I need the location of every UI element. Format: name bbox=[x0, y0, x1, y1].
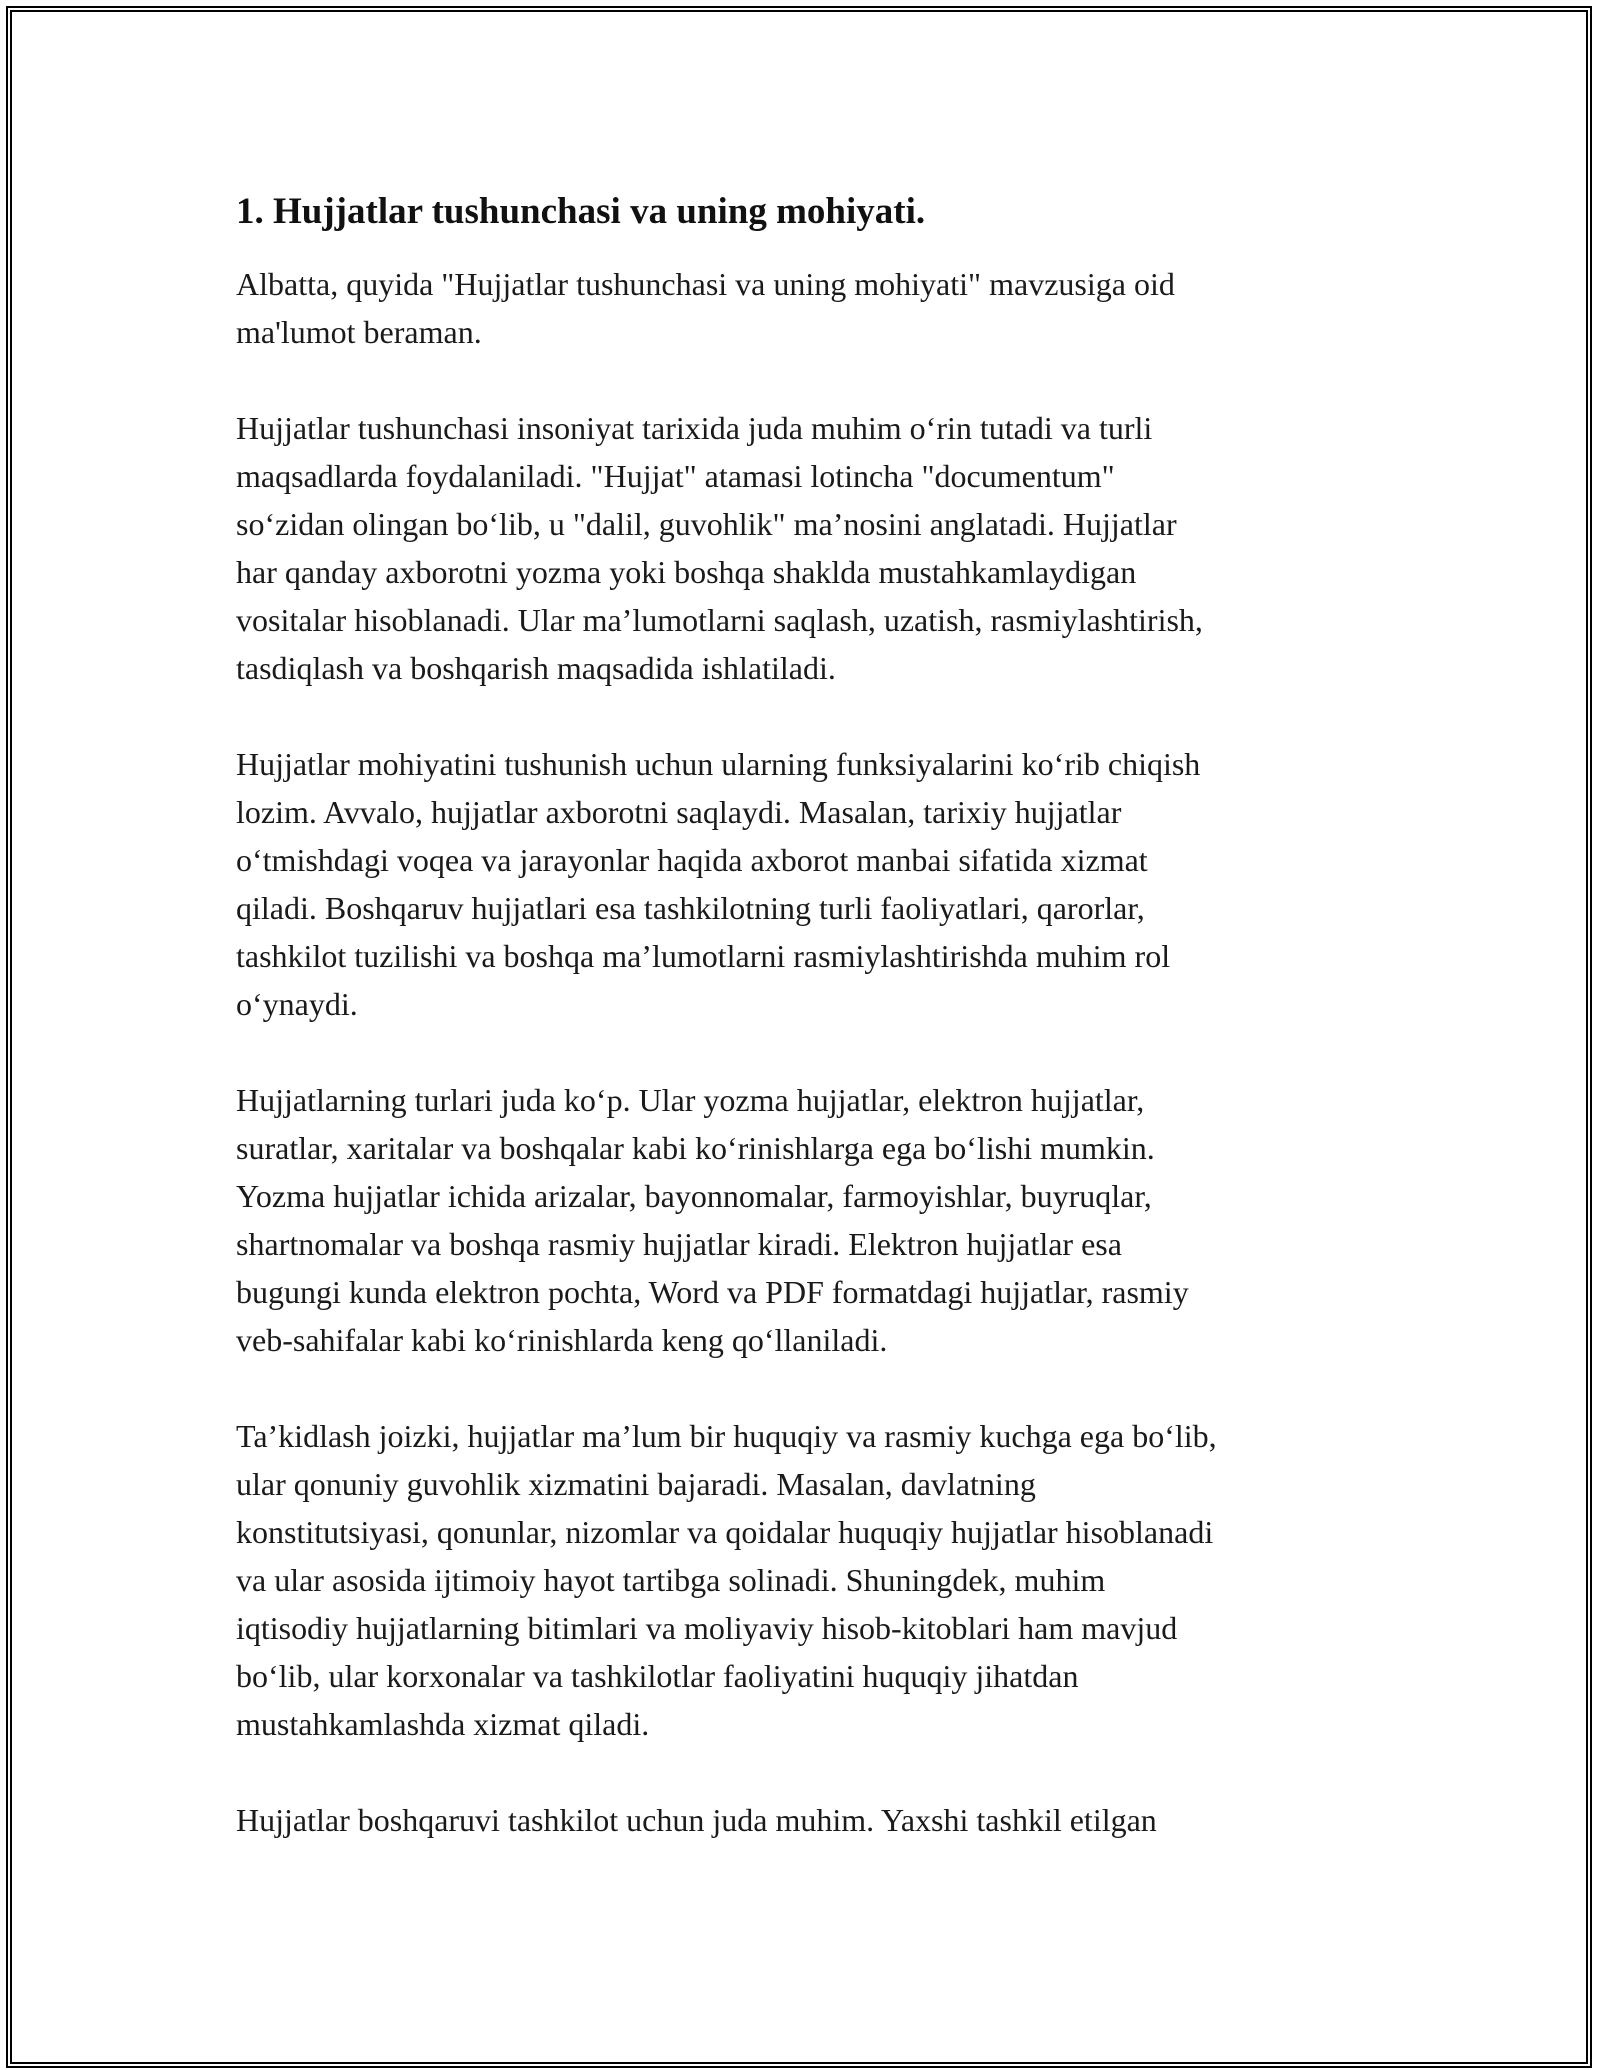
document-body bbox=[236, 188, 1376, 1892]
document-title: 1. Hujjatlar tushunchasi va uning mohiyati. bbox=[236, 191, 926, 232]
paragraph-types: Hujjatlarning turlari juda ko‘p. Ular yozma hujjatlar, elektron hujjatlar, suratlar, xaritalar va boshqalar kabi ko‘rinishlarga ega bo‘lishi mumkin. Yozma hujjatlar ichida arizalar, bayonnomalar, farmoyishlar, buyruqlar, shartnomalar va boshqa rasmiy hujjatlar kiradi. Elektron hujjatlar esa bugungi kunda elektron pochta, Word va PDF formatdagi hujjatlar, rasmiy veb-sahifalar kabi ko‘rinishlarda keng qo‘llaniladi. bbox=[236, 1082, 1189, 1358]
paragraph-legal-force: Ta’kidlash joizki, hujjatlar ma’lum bir huquqiy va rasmiy kuchga ega bo‘lib, ular qonuniy guvohlik xizmatini bajaradi. Masalan, davlatning konstitutsiyasi, qonunlar, nizomlar va qoidalar huquqiy hujjatlar hisoblanadi va ular asosida ijtimoiy hayot tartibga solinadi. Shuningdek, muhim iqtisodiy hujjatlarning bitimlari va moliyaviy hisob-kitoblari ham mavjud bo‘lib, ular korxonalar va tashkilotlar faoliyatini huquqiy jihatdan mustahkamlashda xizmat qiladi. bbox=[236, 1418, 1217, 1742]
paragraph-management: Hujjatlar boshqaruvi tashkilot uchun juda muhim. Yaxshi tashkil etilgan bbox=[236, 1802, 1157, 1838]
paragraph-definition: Hujjatlar tushunchasi insoniyat tarixida juda muhim o‘rin tutadi va turli maqsadlarda foydalaniladi. "Hujjat" atamasi lotincha "documentum" so‘zidan olingan bo‘lib, u "dalil, guvohlik" ma’nosini anglatadi. Hujjatlar har qanday axborotni yozma yoki boshqa shaklda mustahkamlaydigan vositalar hisoblanadi. Ular ma’lumotlarni saqlash, uzatish, rasmiylashtirish, tasdiqlash va boshqarish maqsadida ishlatiladi. bbox=[236, 410, 1203, 686]
paragraph-essence: Hujjatlar mohiyatini tushunish uchun ularning funksiyalarini ko‘rib chiqish lozim. Avvalo, hujjatlar axborotni saqlaydi. Masalan, tarixiy hujjatlar o‘tmishdagi voqea va jarayonlar haqida axborot manbai sifatida xizmat qiladi. Boshqaruv hujjatlari esa tashkilotning turli faoliyatlari, qarorlar, tashkilot tuzilishi va boshqa ma’lumotlarni rasmiylashtirishda muhim rol o‘ynaydi. bbox=[236, 746, 1201, 1022]
paragraph-intro: Albatta, quyida "Hujjatlar tushunchasi va uning mohiyati" mavzusiga oid ma'lumot beraman. bbox=[236, 266, 1175, 350]
